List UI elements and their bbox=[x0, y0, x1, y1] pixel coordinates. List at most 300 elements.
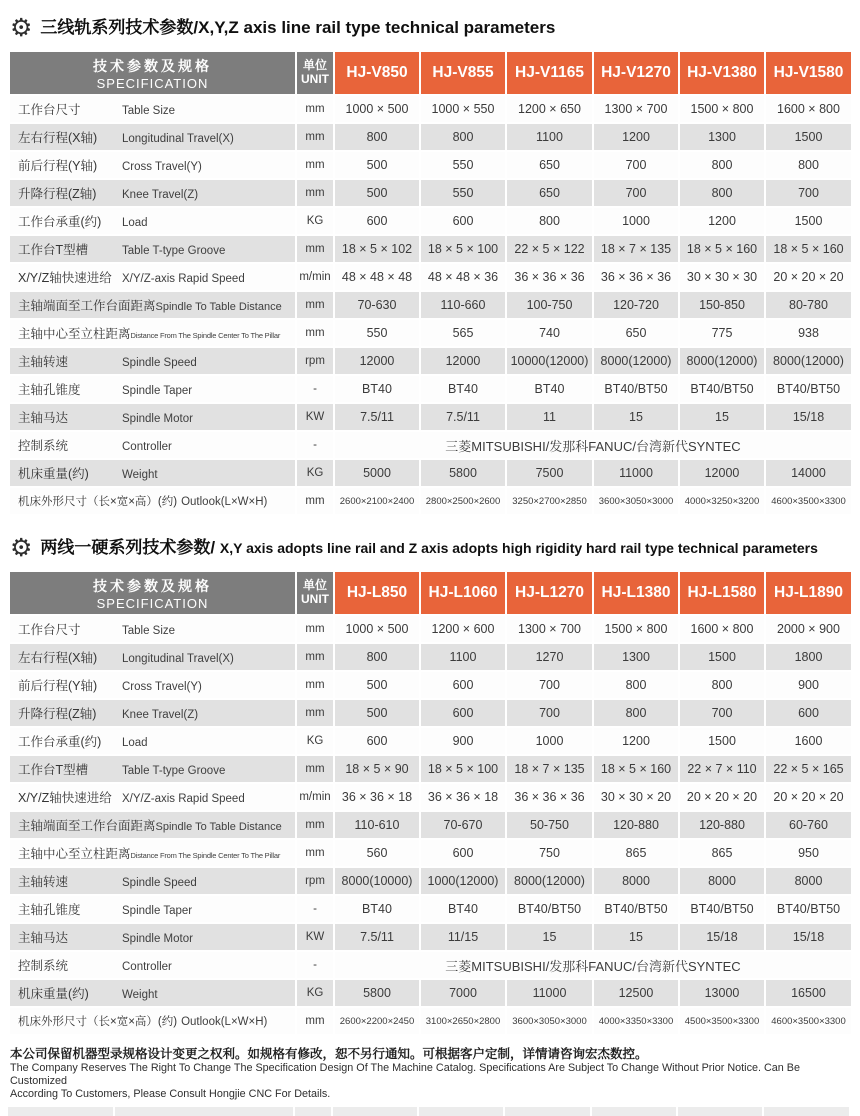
value-cell: BT40/BT50 bbox=[679, 375, 765, 403]
value-cell: 700 bbox=[506, 699, 593, 727]
value-cell: 550 bbox=[334, 319, 420, 347]
bottom-strip-cell bbox=[592, 1107, 676, 1116]
spec-table bbox=[8, 50, 853, 516]
spec-label-zh: 主轴中心至立柱距离 bbox=[18, 327, 131, 341]
value-cell: 600 bbox=[420, 671, 506, 699]
gear-icon: ⚙ bbox=[10, 534, 33, 562]
value-cell: 15/18 bbox=[765, 403, 852, 431]
spec-row bbox=[9, 643, 852, 671]
value-cell: 18 × 5 × 100 bbox=[420, 235, 506, 263]
value-cell: 865 bbox=[593, 839, 679, 867]
spec-row bbox=[9, 291, 852, 319]
spec-label-zh: 主轴马达 bbox=[18, 931, 69, 945]
bottom-strip-cell bbox=[333, 1107, 417, 1116]
controller-value-cell: 三菱MITSUBISHI/发那科FANUC/台湾新代SYNTEC bbox=[334, 951, 852, 979]
model-header: HJ-L1580 bbox=[679, 571, 765, 615]
value-cell: 750 bbox=[506, 839, 593, 867]
spec-label-en: Spindle To Table Distance bbox=[155, 821, 282, 833]
value-cell: 36 × 36 × 36 bbox=[506, 263, 593, 291]
value-cell: 36 × 36 × 18 bbox=[334, 783, 420, 811]
value-cell: 18 × 5 × 90 bbox=[334, 755, 420, 783]
value-cell: 800 bbox=[593, 671, 679, 699]
unit-cell: KG bbox=[296, 979, 334, 1007]
value-cell: 60-760 bbox=[765, 811, 852, 839]
spec-header-en: SPECIFICATION bbox=[96, 595, 209, 611]
bottom-strip-cell bbox=[764, 1107, 849, 1116]
spec-label-zh: 主轴端面至工作台面距离 bbox=[18, 819, 156, 833]
unit-header bbox=[296, 51, 334, 95]
spec-label-cell bbox=[9, 459, 296, 487]
value-cell: 12000 bbox=[679, 459, 765, 487]
value-cell: 600 bbox=[420, 839, 506, 867]
bottom-strip-cell bbox=[8, 1107, 113, 1116]
value-cell: 15/18 bbox=[765, 923, 852, 951]
value-cell: 865 bbox=[679, 839, 765, 867]
value-cell: 4600×3500×3300 bbox=[765, 487, 852, 515]
bottom-strip-cell bbox=[419, 1107, 503, 1116]
spec-label-zh: 前后行程(Y轴) bbox=[18, 679, 98, 693]
spec-label-en: Distance From The Spindle Center To The Pillar bbox=[130, 851, 281, 860]
spec-label-zh: 主轴孔锥度 bbox=[18, 383, 81, 397]
value-cell: 900 bbox=[765, 671, 852, 699]
spec-label-zh: 机床外形尺寸（长×宽×高）(约) bbox=[18, 1016, 178, 1028]
value-cell: 7.5/11 bbox=[334, 923, 420, 951]
value-cell: 1300 × 700 bbox=[506, 615, 593, 643]
value-cell: 600 bbox=[420, 207, 506, 235]
value-cell: 100-750 bbox=[506, 291, 593, 319]
value-cell: 800 bbox=[593, 699, 679, 727]
spec-label-zh: 工作台尺寸 bbox=[18, 103, 81, 117]
value-cell: 7.5/11 bbox=[420, 403, 506, 431]
spec-row bbox=[9, 951, 852, 979]
spec-row bbox=[9, 123, 852, 151]
value-cell: 18 × 5 × 160 bbox=[765, 235, 852, 263]
spec-label-cell bbox=[9, 923, 296, 951]
value-cell: 1000 × 500 bbox=[334, 615, 420, 643]
value-cell: 48 × 48 × 48 bbox=[334, 263, 420, 291]
value-cell: 8000(12000) bbox=[593, 347, 679, 375]
value-cell: 700 bbox=[506, 671, 593, 699]
unit-header-en: UNIT bbox=[301, 592, 329, 606]
spec-label-zh: 工作台承重(约) bbox=[18, 215, 102, 229]
value-cell: 1000 × 500 bbox=[334, 95, 420, 123]
title-separator: / bbox=[210, 538, 220, 557]
value-cell: 8000(12000) bbox=[506, 867, 593, 895]
value-cell: 800 bbox=[334, 123, 420, 151]
spec-label-en: X/Y/Z-axis Rapid Speed bbox=[122, 273, 245, 285]
model-header: HJ-L1380 bbox=[593, 571, 679, 615]
value-cell: 1500 bbox=[765, 123, 852, 151]
gear-icon: ⚙ bbox=[10, 14, 33, 42]
spec-label-en: X/Y/Z-axis Rapid Speed bbox=[122, 793, 245, 805]
section-title-text bbox=[40, 14, 555, 42]
value-cell: 1800 bbox=[765, 643, 852, 671]
value-cell: 1300 bbox=[679, 123, 765, 151]
value-cell: 30 × 30 × 30 bbox=[679, 263, 765, 291]
value-cell: 5000 bbox=[334, 459, 420, 487]
spec-label-cell bbox=[9, 291, 296, 319]
spec-row bbox=[9, 1007, 852, 1035]
value-cell: 1200 bbox=[593, 123, 679, 151]
value-cell: 18 × 5 × 160 bbox=[679, 235, 765, 263]
value-cell: 600 bbox=[420, 699, 506, 727]
spec-header-zh: 技术参数及规格 bbox=[93, 577, 212, 594]
value-cell: 650 bbox=[506, 179, 593, 207]
bottom-strip bbox=[8, 1107, 852, 1116]
spec-label-zh: X/Y/Z轴快速进给 bbox=[18, 791, 112, 805]
unit-cell: m/min bbox=[296, 783, 334, 811]
value-cell: 938 bbox=[765, 319, 852, 347]
value-cell: 20 × 20 × 20 bbox=[679, 783, 765, 811]
value-cell: 650 bbox=[593, 319, 679, 347]
value-cell: 1200 × 650 bbox=[506, 95, 593, 123]
spec-label-zh: 左右行程(X轴) bbox=[18, 651, 98, 665]
value-cell: 150-850 bbox=[679, 291, 765, 319]
spec-label-en: Controller bbox=[122, 961, 172, 973]
l-series-table-container bbox=[8, 570, 852, 1036]
spec-label-en: Table Size bbox=[122, 105, 176, 117]
spec-label-zh: 控制系统 bbox=[18, 439, 69, 453]
spec-row bbox=[9, 179, 852, 207]
value-cell: 1270 bbox=[506, 643, 593, 671]
value-cell: 1600 × 800 bbox=[765, 95, 852, 123]
unit-cell: - bbox=[296, 895, 334, 923]
value-cell: 740 bbox=[506, 319, 593, 347]
spec-label-en: Spindle Taper bbox=[122, 385, 193, 397]
value-cell: 2600×2100×2400 bbox=[334, 487, 420, 515]
value-cell: 4000×3250×3200 bbox=[679, 487, 765, 515]
value-cell: 48 × 48 × 36 bbox=[420, 263, 506, 291]
spec-label-zh: 主轴中心至立柱距离 bbox=[18, 847, 131, 861]
spec-label-zh: 工作台尺寸 bbox=[18, 623, 81, 637]
spec-row bbox=[9, 403, 852, 431]
spec-label-cell bbox=[9, 895, 296, 923]
header-row bbox=[9, 571, 852, 615]
value-cell: 7500 bbox=[506, 459, 593, 487]
value-cell: 3600×3050×3000 bbox=[506, 1007, 593, 1035]
value-cell: 36 × 36 × 18 bbox=[420, 783, 506, 811]
unit-cell: mm bbox=[296, 839, 334, 867]
value-cell: 50-750 bbox=[506, 811, 593, 839]
value-cell: 1000 bbox=[593, 207, 679, 235]
value-cell: 1200 bbox=[679, 207, 765, 235]
controller-value-cell: 三菱MITSUBISHI/发那科FANUC/台湾新代SYNTEC bbox=[334, 431, 852, 459]
model-header: HJ-V1580 bbox=[765, 51, 852, 95]
value-cell: 500 bbox=[334, 151, 420, 179]
value-cell: 22 × 7 × 110 bbox=[679, 755, 765, 783]
value-cell: 8000 bbox=[593, 867, 679, 895]
value-cell: 500 bbox=[334, 699, 420, 727]
unit-cell: - bbox=[296, 375, 334, 403]
footer-note bbox=[10, 1046, 852, 1101]
spec-label-en: Load bbox=[122, 737, 148, 749]
spec-label-en: Knee Travel(Z) bbox=[122, 189, 199, 201]
model-header: HJ-V850 bbox=[334, 51, 420, 95]
unit-cell: KG bbox=[296, 727, 334, 755]
value-cell: 16500 bbox=[765, 979, 852, 1007]
value-cell: 1500 bbox=[765, 207, 852, 235]
spec-label-cell bbox=[9, 235, 296, 263]
unit-cell: mm bbox=[296, 699, 334, 727]
value-cell: 800 bbox=[765, 151, 852, 179]
value-cell: 110-660 bbox=[420, 291, 506, 319]
unit-cell: mm bbox=[296, 1007, 334, 1035]
spec-label-cell bbox=[9, 671, 296, 699]
unit-cell: rpm bbox=[296, 867, 334, 895]
unit-cell: KW bbox=[296, 403, 334, 431]
section-title-v-series bbox=[10, 14, 852, 42]
unit-cell: - bbox=[296, 431, 334, 459]
model-header: HJ-V1380 bbox=[679, 51, 765, 95]
value-cell: BT40 bbox=[420, 895, 506, 923]
value-cell: 1600 bbox=[765, 727, 852, 755]
value-cell: 4000×3350×3300 bbox=[593, 1007, 679, 1035]
value-cell: 800 bbox=[506, 207, 593, 235]
spec-row bbox=[9, 867, 852, 895]
title-zh: 三线轨系列技术参数 bbox=[40, 18, 194, 37]
value-cell: 8000(12000) bbox=[679, 347, 765, 375]
value-cell: 650 bbox=[506, 151, 593, 179]
spec-label-cell bbox=[9, 151, 296, 179]
value-cell: 11/15 bbox=[420, 923, 506, 951]
spec-label-cell bbox=[9, 347, 296, 375]
unit-header-en: UNIT bbox=[301, 72, 329, 86]
spec-row bbox=[9, 459, 852, 487]
value-cell: 120-880 bbox=[593, 811, 679, 839]
value-cell: 3100×2650×2800 bbox=[420, 1007, 506, 1035]
unit-header bbox=[296, 571, 334, 615]
value-cell: 700 bbox=[593, 151, 679, 179]
value-cell: 565 bbox=[420, 319, 506, 347]
value-cell: 20 × 20 × 20 bbox=[765, 263, 852, 291]
value-cell: 1500 bbox=[679, 727, 765, 755]
spec-label-cell bbox=[9, 979, 296, 1007]
spec-label-cell bbox=[9, 951, 296, 979]
value-cell: 2600×2200×2450 bbox=[334, 1007, 420, 1035]
value-cell: BT40/BT50 bbox=[765, 895, 852, 923]
value-cell: 1300 × 700 bbox=[593, 95, 679, 123]
spec-label-zh: 左右行程(X轴) bbox=[18, 131, 98, 145]
spec-label-zh: 机床重量(约) bbox=[18, 987, 89, 1001]
unit-cell: mm bbox=[296, 615, 334, 643]
spec-label-zh: 工作台T型槽 bbox=[18, 243, 89, 257]
v-series-table-container bbox=[8, 50, 852, 516]
spec-label-en: Distance From The Spindle Center To The Pillar bbox=[130, 331, 281, 340]
value-cell: 12500 bbox=[593, 979, 679, 1007]
value-cell: 110-610 bbox=[334, 811, 420, 839]
spec-label-zh: 主轴马达 bbox=[18, 411, 69, 425]
value-cell: 800 bbox=[679, 151, 765, 179]
value-cell: 1500 bbox=[679, 643, 765, 671]
spec-label-cell bbox=[9, 431, 296, 459]
unit-cell: mm bbox=[296, 179, 334, 207]
spec-row bbox=[9, 783, 852, 811]
value-cell: 1000(12000) bbox=[420, 867, 506, 895]
value-cell: 1000 bbox=[506, 727, 593, 755]
spec-row bbox=[9, 699, 852, 727]
value-cell: 800 bbox=[334, 643, 420, 671]
value-cell: 15 bbox=[506, 923, 593, 951]
spec-label-cell bbox=[9, 123, 296, 151]
value-cell: BT40/BT50 bbox=[593, 375, 679, 403]
value-cell: 1000 × 550 bbox=[420, 95, 506, 123]
model-header: HJ-L850 bbox=[334, 571, 420, 615]
spec-label-en: Outlook(L×W×H) bbox=[181, 496, 268, 508]
spec-row bbox=[9, 839, 852, 867]
spec-row bbox=[9, 431, 852, 459]
spec-label-zh: 升降行程(Z轴) bbox=[18, 187, 97, 201]
spec-row bbox=[9, 895, 852, 923]
value-cell: BT40 bbox=[334, 375, 420, 403]
value-cell: 800 bbox=[679, 179, 765, 207]
spec-row bbox=[9, 235, 852, 263]
spec-label-zh: 工作台T型槽 bbox=[18, 763, 89, 777]
spec-label-zh: 主轴转速 bbox=[18, 875, 69, 889]
model-header: HJ-L1060 bbox=[420, 571, 506, 615]
value-cell: 1500 × 800 bbox=[593, 615, 679, 643]
unit-header-zh: 单位 bbox=[302, 578, 327, 593]
spec-row bbox=[9, 95, 852, 123]
spec-label-en: Table Size bbox=[122, 625, 176, 637]
unit-cell: mm bbox=[296, 123, 334, 151]
spec-label-zh: 主轴端面至工作台面距离 bbox=[18, 299, 156, 313]
value-cell: 5800 bbox=[334, 979, 420, 1007]
value-cell: 11000 bbox=[593, 459, 679, 487]
value-cell: 700 bbox=[679, 699, 765, 727]
spec-label-cell bbox=[9, 375, 296, 403]
spec-label-zh: 机床重量(约) bbox=[18, 467, 89, 481]
spec-row bbox=[9, 923, 852, 951]
value-cell: BT40/BT50 bbox=[506, 895, 593, 923]
model-header: HJ-V1165 bbox=[506, 51, 593, 95]
unit-cell: mm bbox=[296, 291, 334, 319]
spec-table bbox=[8, 570, 853, 1036]
value-cell: 22 × 5 × 122 bbox=[506, 235, 593, 263]
value-cell: 12000 bbox=[420, 347, 506, 375]
spec-label-en: Cross Travel(Y) bbox=[122, 161, 202, 173]
unit-cell: mm bbox=[296, 319, 334, 347]
footer-note-en-line1: The Company Reserves The Right To Change The Specification Design Of The Machine Catalog. Specifications Are Subject To Change Without Prior Notice. Can Be Customized bbox=[10, 1062, 800, 1087]
unit-cell: mm bbox=[296, 643, 334, 671]
footer-note-zh: 本公司保留机器型录规格设计变更之权利。如规格有修改，恕不另行通知。可根据客户定制，详情请咨询宏杰数控。 bbox=[10, 1047, 648, 1061]
spec-label-cell bbox=[9, 783, 296, 811]
value-cell: 600 bbox=[334, 727, 420, 755]
unit-cell: mm bbox=[296, 811, 334, 839]
value-cell: 15 bbox=[593, 403, 679, 431]
value-cell: BT40/BT50 bbox=[679, 895, 765, 923]
spec-row bbox=[9, 151, 852, 179]
unit-cell: KG bbox=[296, 207, 334, 235]
spec-label-en: Spindle Speed bbox=[122, 357, 197, 369]
spec-row bbox=[9, 319, 852, 347]
value-cell: 120-880 bbox=[679, 811, 765, 839]
value-cell: 2000 × 900 bbox=[765, 615, 852, 643]
spec-row bbox=[9, 263, 852, 291]
spec-label-zh: 工作台承重(约) bbox=[18, 735, 102, 749]
value-cell: 18 × 7 × 135 bbox=[593, 235, 679, 263]
value-cell: 20 × 20 × 20 bbox=[765, 783, 852, 811]
spec-label-cell bbox=[9, 179, 296, 207]
spec-label-zh: 主轴转速 bbox=[18, 355, 69, 369]
unit-cell: KG bbox=[296, 459, 334, 487]
value-cell: 22 × 5 × 165 bbox=[765, 755, 852, 783]
unit-header-zh: 单位 bbox=[302, 58, 327, 73]
value-cell: BT40/BT50 bbox=[593, 895, 679, 923]
spec-row bbox=[9, 347, 852, 375]
spec-label-en: Table T-type Groove bbox=[122, 245, 226, 257]
title-en: X,Y,Z axis line rail type technical parameters bbox=[198, 18, 556, 37]
spec-label-cell bbox=[9, 643, 296, 671]
value-cell: 500 bbox=[334, 671, 420, 699]
value-cell: 800 bbox=[679, 671, 765, 699]
spec-header bbox=[9, 571, 296, 615]
spec-label-cell bbox=[9, 1007, 296, 1035]
value-cell: 1600 × 800 bbox=[679, 615, 765, 643]
spec-label-zh: 机床外形尺寸（长×宽×高）(约) bbox=[18, 496, 178, 508]
spec-label-zh: 控制系统 bbox=[18, 959, 69, 973]
spec-label-cell bbox=[9, 811, 296, 839]
spec-row bbox=[9, 811, 852, 839]
spec-label-cell bbox=[9, 867, 296, 895]
value-cell: 600 bbox=[334, 207, 420, 235]
value-cell: 550 bbox=[420, 179, 506, 207]
unit-cell: mm bbox=[296, 235, 334, 263]
value-cell: 560 bbox=[334, 839, 420, 867]
value-cell: 13000 bbox=[679, 979, 765, 1007]
spec-label-cell bbox=[9, 755, 296, 783]
spec-label-en: Spindle Taper bbox=[122, 905, 193, 917]
spec-label-cell bbox=[9, 615, 296, 643]
spec-row bbox=[9, 207, 852, 235]
value-cell: BT40 bbox=[334, 895, 420, 923]
bottom-strip-cell bbox=[678, 1107, 762, 1116]
value-cell: 8000(10000) bbox=[334, 867, 420, 895]
value-cell: 11 bbox=[506, 403, 593, 431]
value-cell: 18 × 5 × 102 bbox=[334, 235, 420, 263]
value-cell: 3600×3050×3000 bbox=[593, 487, 679, 515]
spec-label-cell bbox=[9, 839, 296, 867]
spec-label-cell bbox=[9, 319, 296, 347]
spec-label-en: Longitudinal Travel(X) bbox=[122, 653, 234, 665]
spec-label-zh: 前后行程(Y轴) bbox=[18, 159, 98, 173]
value-cell: 1200 bbox=[593, 727, 679, 755]
value-cell: 36 × 36 × 36 bbox=[506, 783, 593, 811]
value-cell: 1100 bbox=[506, 123, 593, 151]
spec-label-en: Cross Travel(Y) bbox=[122, 681, 202, 693]
value-cell: 70-670 bbox=[420, 811, 506, 839]
value-cell: 15/18 bbox=[679, 923, 765, 951]
spec-label-cell bbox=[9, 487, 296, 515]
unit-cell: m/min bbox=[296, 263, 334, 291]
value-cell: 800 bbox=[420, 123, 506, 151]
spec-row bbox=[9, 487, 852, 515]
value-cell: 3250×2700×2850 bbox=[506, 487, 593, 515]
spec-label-en: Controller bbox=[122, 441, 172, 453]
spec-label-cell bbox=[9, 727, 296, 755]
spec-label-en: Spindle Motor bbox=[122, 933, 193, 945]
spec-label-en: Spindle Motor bbox=[122, 413, 193, 425]
spec-label-en: Knee Travel(Z) bbox=[122, 709, 199, 721]
spec-label-en: Longitudinal Travel(X) bbox=[122, 133, 234, 145]
value-cell: 8000 bbox=[679, 867, 765, 895]
spec-row bbox=[9, 755, 852, 783]
value-cell: 5800 bbox=[420, 459, 506, 487]
unit-cell: mm bbox=[296, 755, 334, 783]
value-cell: BT40/BT50 bbox=[765, 375, 852, 403]
title-separator: / bbox=[193, 18, 199, 37]
unit-cell: mm bbox=[296, 671, 334, 699]
value-cell: 7.5/11 bbox=[334, 403, 420, 431]
